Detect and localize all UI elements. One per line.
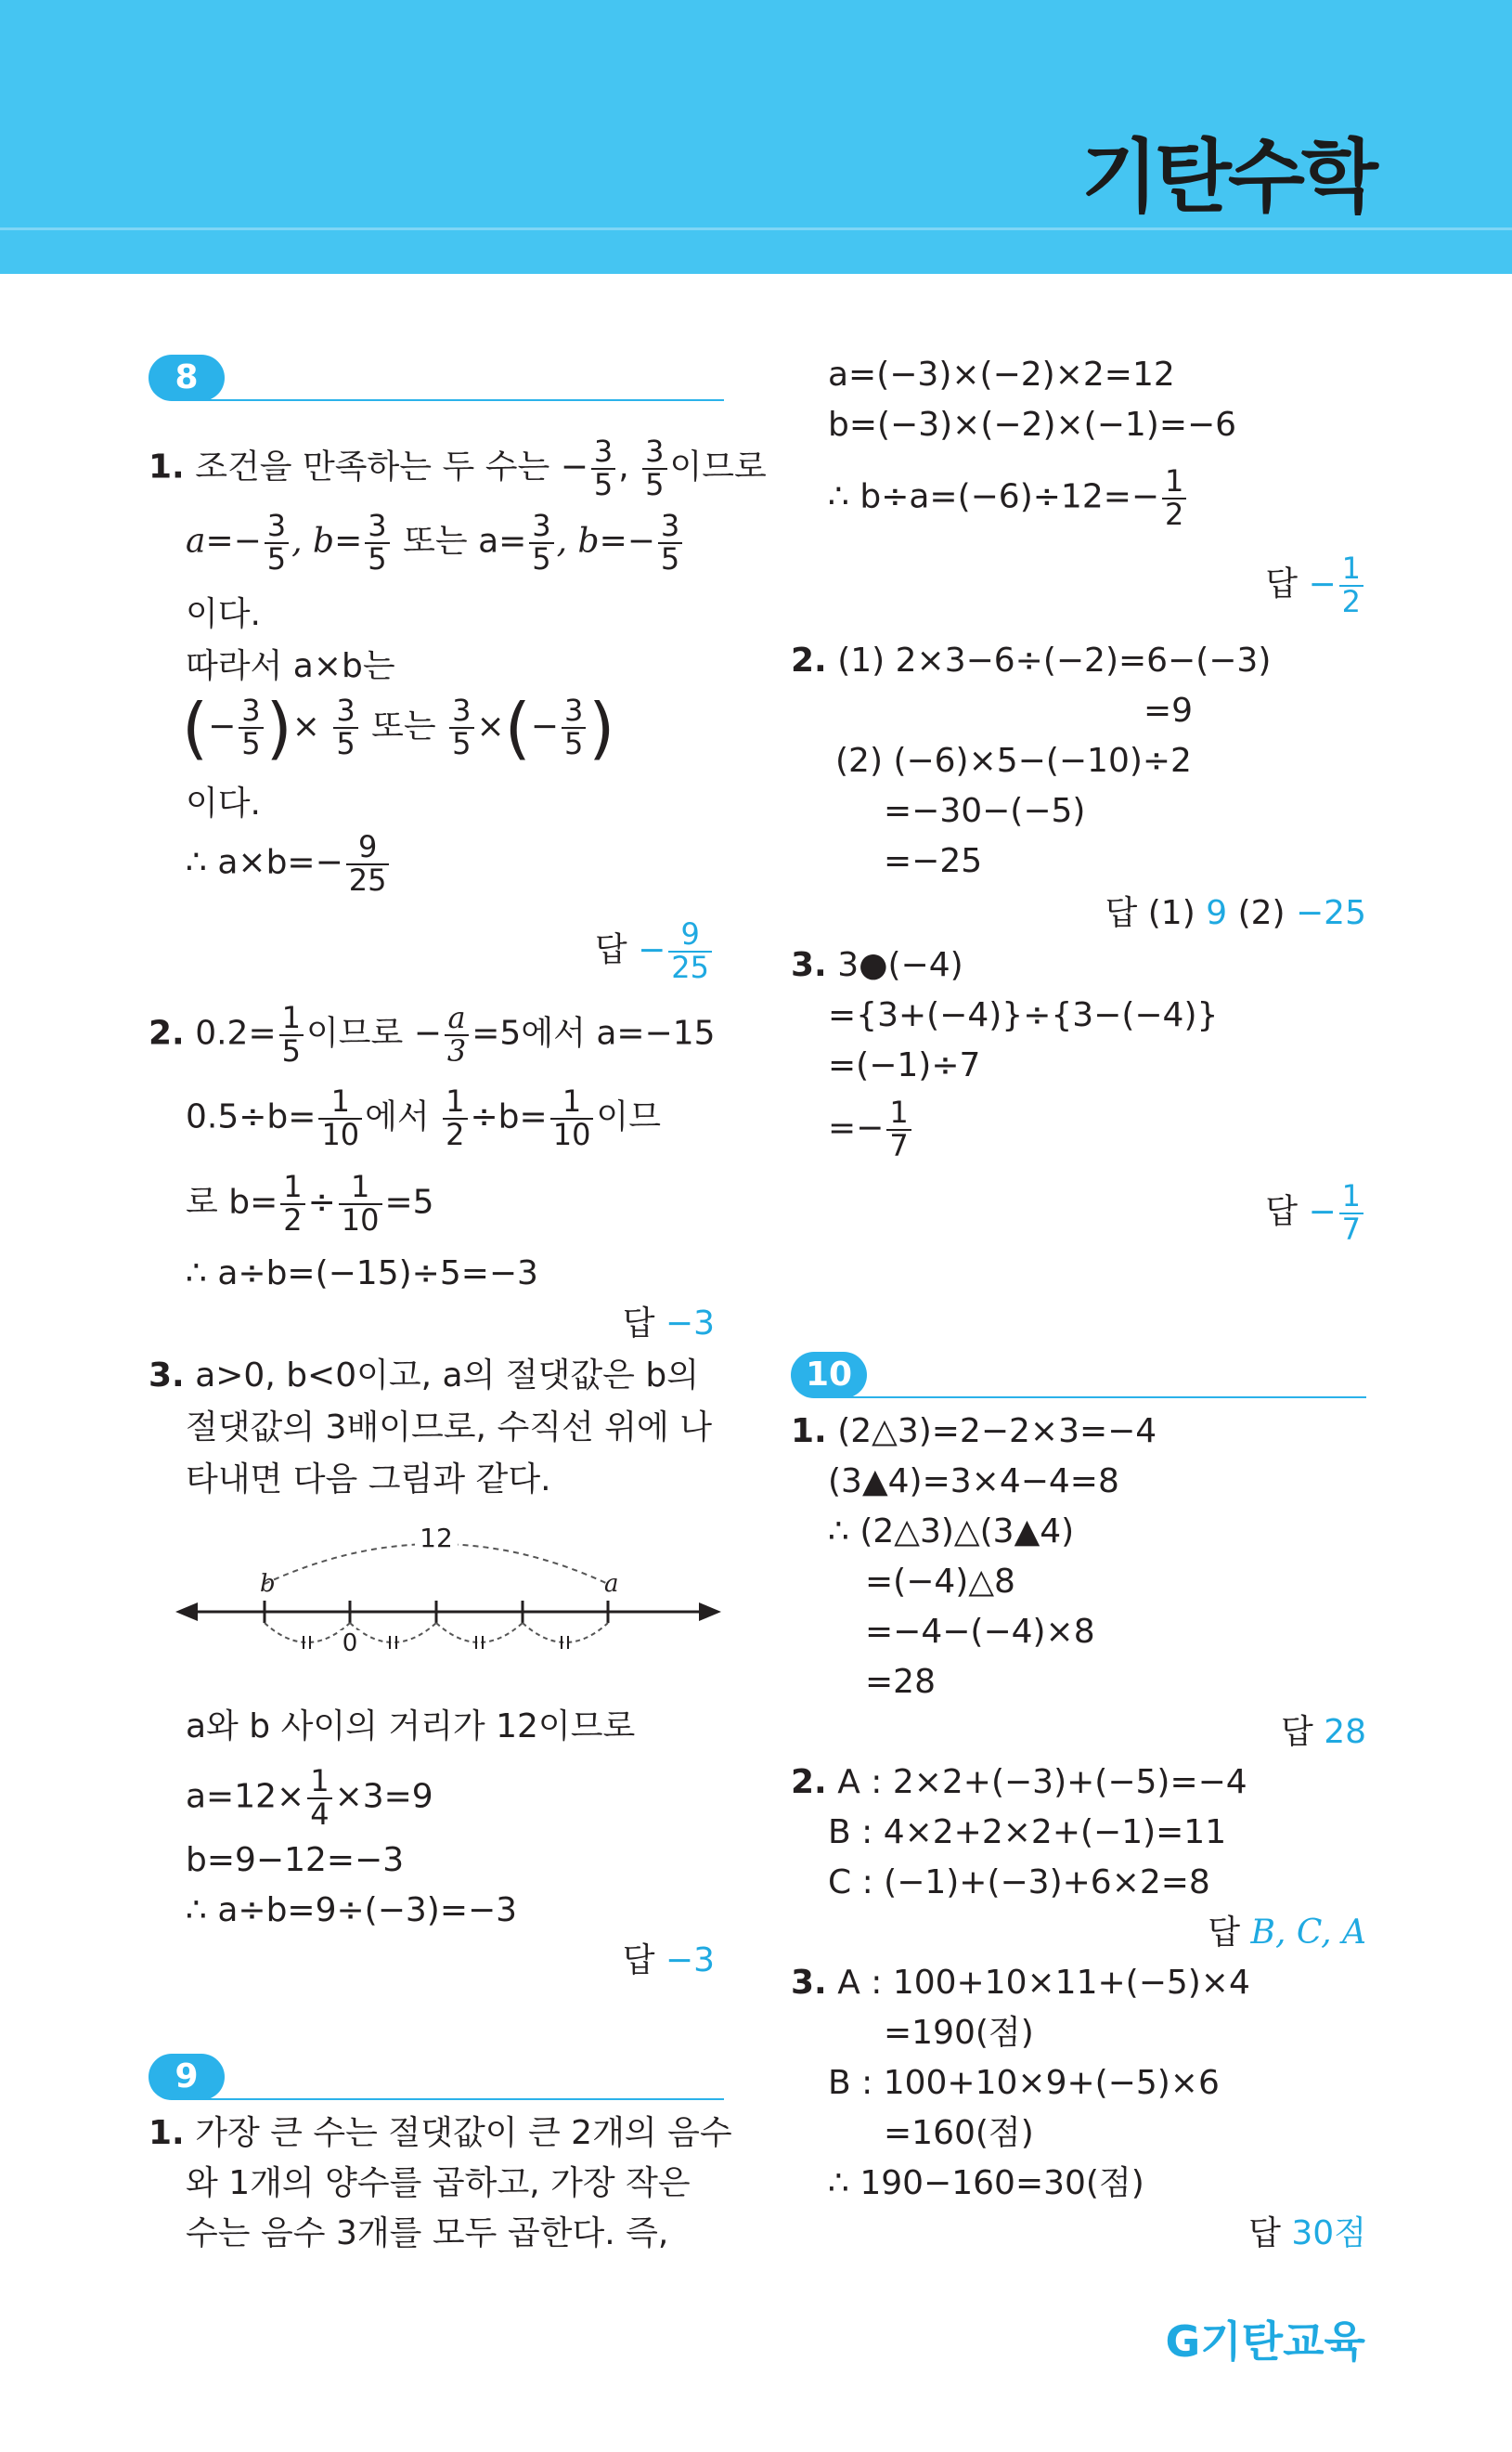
text: × (291, 707, 331, 746)
section-9-header (149, 2054, 724, 2100)
problem-number: 3. (791, 946, 827, 984)
section-divider (828, 1396, 1366, 1398)
text: =− (828, 1109, 885, 1148)
text-line: 타내면 다음 그림과 같다. (186, 1460, 551, 1498)
equation-line: a=(−3)×(−2)×2=12 (828, 356, 1175, 394)
equation-line: C : (−1)+(−3)+6×2=8 (828, 1863, 1210, 1901)
text: a=12× (186, 1777, 305, 1816)
text-line: a와 b 사이의 거리가 12이므로 (186, 1707, 636, 1745)
text-line: 따라서 a×b는 (186, 647, 395, 685)
equation-line: ∴ a÷b=9÷(−3)=−3 (186, 1891, 518, 1929)
answer-label: 답 (594, 930, 627, 969)
section-divider (186, 2098, 724, 2100)
text: ∴ a×b=− (186, 843, 343, 882)
publisher-logo: G기탄교육 (1165, 2316, 1365, 2367)
fraction: $\frac{1}{2}$ (280, 1172, 304, 1236)
text: 이므로 − (305, 1014, 442, 1053)
answer-label: 답 (1280, 1713, 1313, 1751)
text: 또는 a= (392, 522, 527, 561)
text: ∴ b÷a=(−6)÷12=− (828, 477, 1160, 516)
equation-line (186, 829, 392, 898)
answer: 답 − $\frac{9}{25}$ (595, 919, 715, 983)
problem-number: 1. (149, 448, 185, 487)
fraction: $\frac{3}{5}$ (239, 695, 263, 759)
problem-line (791, 641, 1271, 681)
fraction: $\frac{1}{5}$ (279, 1003, 304, 1067)
answer-label: 답 (1105, 894, 1138, 932)
section-8-header (149, 355, 724, 401)
equation-line: (− $\frac{3}{5}$ )× $\frac{3}{5}$ 또는 $\frac{3}{5}$ ×(− $\frac{3}{5}$ ) (182, 689, 615, 767)
fraction: $\frac{1}{10}$ (318, 1086, 362, 1150)
answer-value: 28 (1324, 1713, 1366, 1751)
text: 가장 큰 수는 절댓값이 큰 2개의 음수 (195, 2114, 732, 2152)
problem-line (791, 1411, 1157, 1451)
answer (623, 1304, 715, 1343)
text: (2△3)=2−2×3=−4 (837, 1412, 1157, 1450)
answer-label: 답 (1265, 564, 1299, 603)
equation-line (828, 463, 1189, 532)
problem-line (149, 1000, 716, 1069)
problem-number: 1. (791, 1412, 827, 1450)
equation-line: =9 (1144, 692, 1194, 730)
text: 0.5÷b= (186, 1097, 317, 1136)
number-line-figure (172, 1513, 729, 1671)
fraction: $\frac{3}{5}$ (365, 511, 389, 575)
answer (1281, 1712, 1366, 1752)
equation-line: (3▲4)=3×4−4=8 (828, 1462, 1119, 1500)
distance-label: 12 (420, 1523, 453, 1553)
equation-line (186, 1083, 661, 1152)
fraction: $\frac{3}{5}$ (333, 695, 357, 759)
text: 조건을 만족하는 두 수는 − (195, 448, 588, 487)
answer: 답 − $\frac{1}{2}$ (1265, 553, 1366, 617)
problem-number: 2. (791, 642, 827, 680)
equation-line (186, 1169, 434, 1238)
equation-line (186, 508, 685, 577)
fraction: $\frac{9}{25}$ (346, 832, 390, 896)
text-line: 수는 음수 3개를 모두 곱한다. 즉, (186, 2214, 669, 2252)
text: , b=− (556, 522, 655, 561)
text: A : 100+10×11+(−5)×4 (837, 1964, 1250, 2002)
text: 이므로 (669, 448, 767, 487)
problem-line (791, 945, 963, 985)
text-line: 이다. (186, 595, 261, 633)
equation-line: =28 (865, 1663, 936, 1701)
problem-number: 1. (149, 2114, 185, 2152)
text-line: 와 1개의 양수를 곱하고, 가장 작은 (186, 2164, 691, 2202)
answer-key: (2) (1237, 894, 1286, 932)
section-badge: 10 (791, 1352, 867, 1398)
right-column (791, 0, 1366, 2452)
answer (1248, 2213, 1366, 2253)
text: a>0, b<0이고, a의 절댓값은 b의 (195, 1356, 700, 1395)
text: A : 2×2+(−3)+(−5)=−4 (837, 1763, 1247, 1801)
text: (1) 2×3−6÷(−2)=6−(−3) (837, 642, 1272, 680)
equation-line: ={3+(−4)}÷{3−(−4)} (828, 996, 1219, 1034)
text: a=− (186, 522, 262, 561)
answer-label: 답 (1208, 1914, 1241, 1952)
problem-line (791, 1963, 1250, 2003)
fraction: $\frac{1}{10}$ (550, 1086, 594, 1150)
problem-line (791, 1762, 1247, 1802)
text: ×3=9 (334, 1777, 433, 1816)
equation-line: b=(−3)×(−2)×(−1)=−6 (828, 406, 1237, 444)
text: ÷b= (470, 1097, 548, 1136)
problem-number: 2. (149, 1014, 185, 1053)
problem-line (149, 2113, 732, 2153)
point-a-label: a (604, 1570, 619, 1598)
brand-logo: 기탄수학 (1080, 131, 1375, 224)
section-badge: 8 (149, 355, 225, 401)
answer-key: (1) (1147, 894, 1195, 932)
text: × (476, 707, 505, 746)
answer-value: −25 (1296, 894, 1366, 932)
equation-line: =−25 (884, 842, 983, 880)
problem-number: 3. (791, 1964, 827, 2002)
fraction: $\frac{3}{5}$ (449, 695, 473, 759)
problem-line: 1. 조건을 만족하는 두 수는 − $\frac{3}{5}$ , $\frac{3}{5}$ 이므로 (149, 434, 767, 502)
fraction: $\frac{3}{5}$ (658, 511, 682, 575)
fraction: $\frac{3}{5}$ (529, 511, 553, 575)
fraction: $\frac{1}{10}$ (339, 1172, 382, 1236)
problem-number: 2. (791, 1763, 827, 1801)
text: 에서 (365, 1097, 441, 1136)
equation-line: b=9−12=−3 (186, 1841, 405, 1879)
text: =5 (384, 1183, 434, 1222)
fraction: $\frac{a}{3}$ (445, 1003, 469, 1067)
equation-line: =(−1)÷7 (828, 1046, 981, 1084)
answer (1208, 1913, 1366, 1953)
problem-line (149, 1356, 699, 1395)
equation-line: =−30−(−5) (884, 792, 1086, 830)
equation-line: ∴ a÷b=(−15)÷5=−3 (186, 1254, 538, 1292)
text: 0.2= (195, 1014, 277, 1053)
left-column (149, 0, 767, 2452)
text: , b= (291, 522, 363, 561)
answer-value: −3 (665, 1304, 715, 1343)
answer-label: 답 (622, 1304, 655, 1343)
answer (623, 1940, 715, 1980)
equation-line: ∴ 190−160=30(점) (828, 2164, 1144, 2202)
equation-line: ∴ (2△3)△(3▲4) (828, 1512, 1075, 1550)
problem-number: 3. (149, 1356, 185, 1395)
answer-value: 30점 (1291, 2214, 1366, 2252)
equation-line (828, 1097, 914, 1161)
answer-label: 답 (622, 1941, 655, 1979)
equation-line (186, 1763, 433, 1832)
answer-value: −3 (665, 1941, 715, 1979)
section-10-header (791, 1352, 1366, 1398)
text: 로 b= (186, 1183, 278, 1222)
fraction: $\frac{3}{5}$ (562, 695, 586, 759)
text: 3●(−4) (837, 946, 963, 984)
fraction: $\frac{3}{5}$ (642, 436, 666, 500)
text: =5에서 a=−15 (472, 1014, 716, 1053)
equation-line: B : 100+10×9+(−5)×6 (828, 2064, 1220, 2102)
text-line: 절댓값의 3배이므로, 수직선 위에 나 (186, 1408, 712, 1447)
text: 이므 (596, 1097, 661, 1136)
answer-label: 답 (1265, 1192, 1299, 1231)
fraction: $\frac{1}{2}$ (1162, 466, 1186, 530)
section-badge: 9 (149, 2054, 225, 2100)
fraction: $\frac{1}{4}$ (307, 1766, 331, 1830)
text: ÷ (307, 1183, 336, 1222)
equation-line: =−4−(−4)×8 (865, 1613, 1095, 1651)
text: 또는 (360, 707, 447, 746)
equation-line: B : 4×2+2×2+(−1)=11 (828, 1813, 1227, 1851)
answer: 답 − $\frac{1}{7}$ (1265, 1181, 1366, 1245)
fraction: $\frac{3}{5}$ (591, 436, 615, 500)
equation-line: (2) (−6)×5−(−10)÷2 (835, 742, 1192, 780)
fraction: $\frac{1}{7}$ (886, 1097, 911, 1161)
section-divider (186, 399, 724, 401)
equation-line: =190(점) (884, 2014, 1034, 2052)
fraction: $\frac{3}{5}$ (265, 511, 289, 575)
answer-value: B, C, A (1250, 1914, 1366, 1952)
equation-line: =160(점) (884, 2114, 1034, 2152)
point-b-label: b (260, 1570, 276, 1598)
answer (1105, 893, 1366, 933)
fraction: $\frac{1}{2}$ (443, 1086, 467, 1150)
answer-value: 9 (1206, 894, 1228, 932)
zero-label: 0 (342, 1629, 358, 1657)
equation-line: =(−4)△8 (865, 1563, 1015, 1601)
text-line: 이다. (186, 785, 261, 823)
answer-label: 답 (1248, 2214, 1281, 2252)
